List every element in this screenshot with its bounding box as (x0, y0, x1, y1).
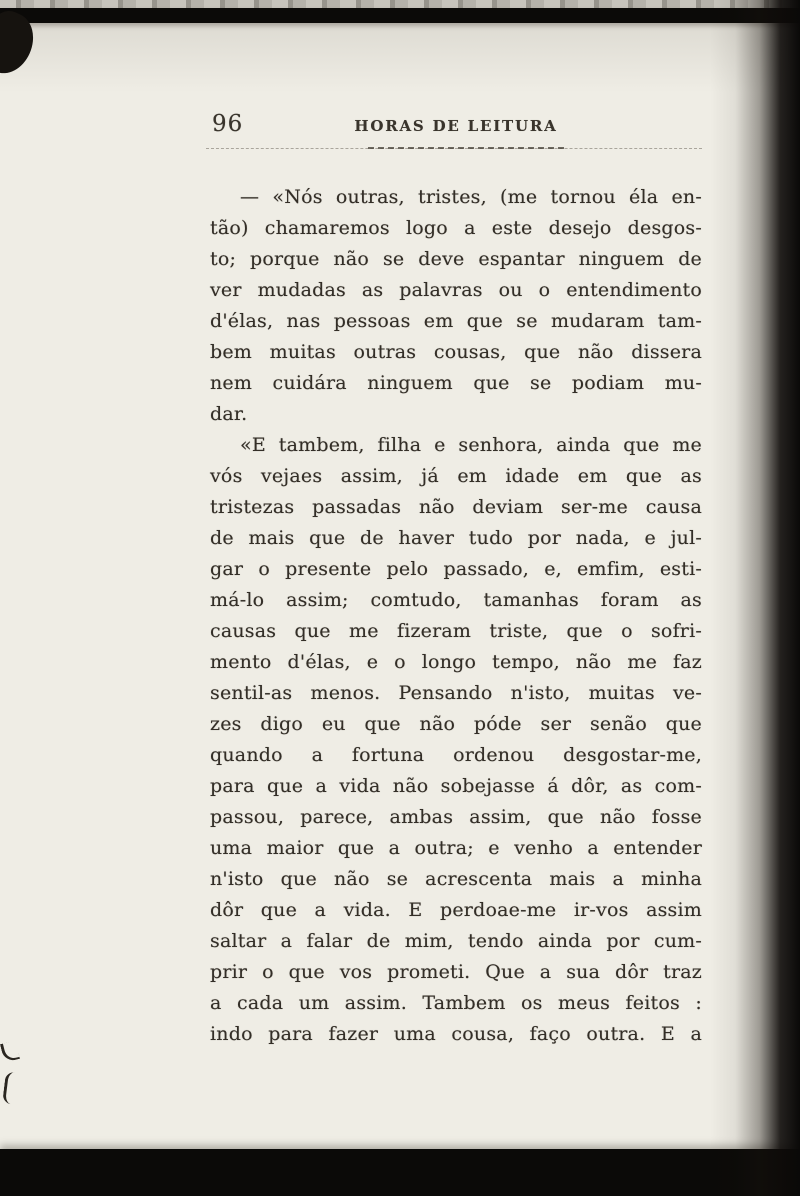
scan-border-top (0, 8, 800, 23)
text-line: nem cuidára ninguem que se podiam mu- (210, 372, 702, 394)
text-line: para que a vida não sobejasse á dôr, as com- (210, 775, 702, 797)
scan-border-bottom (0, 1149, 800, 1196)
text-line: quando a fortuna ordenou desgostar-me, (210, 744, 702, 766)
header-rule (206, 148, 702, 149)
text-line: zes digo eu que não póde ser senão que (210, 713, 702, 735)
text-line: saltar a falar de mim, tendo ainda por cum- (210, 930, 702, 952)
text-line: ver mudadas as palavras ou o entendimento (210, 279, 702, 301)
scan-gutter-shadow (710, 0, 800, 1196)
running-title: HORAS DE LEITURA (354, 117, 558, 135)
page-number: 96 (212, 111, 244, 137)
text-line: tristezas passadas não deviam ser-me causa (210, 496, 702, 518)
text-line: «E tambem, filha e senhora, ainda que me (240, 434, 702, 456)
ink-mark (2, 1071, 19, 1104)
text-line: dar. (210, 403, 248, 425)
text-line: mento d'élas, e o longo tempo, não me faz (210, 651, 702, 673)
ink-mark (0, 1040, 20, 1062)
text-line: passou, parece, ambas assim, que não fosse (210, 806, 702, 828)
text-line: sentil-as menos. Pensando n'isto, muitas ve- (210, 682, 702, 704)
page-body (210, 182, 702, 1050)
text-line: de mais que de haver tudo por nada, e jul- (210, 527, 702, 549)
text-line: bem muitas outras cousas, que não dissera (210, 341, 702, 363)
text-line: prir o que vos prometi. Que a sua dôr traz (210, 961, 702, 983)
header-rule-center (368, 147, 564, 149)
text-line: tão) chamaremos logo a este desejo desgos- (210, 217, 702, 239)
text-line: indo para fazer uma cousa, faço outra. E a (210, 1023, 702, 1045)
text-line: uma maior que a outra; e venho a entender (210, 837, 702, 859)
text-line: — «Nós outras, tristes, (me tornou éla en- (240, 186, 702, 208)
text-line: d'élas, nas pessoas em que se mudaram tam- (210, 310, 702, 332)
text-line: to; porque não se deve espantar ninguem de (210, 248, 702, 270)
text-line: a cada um assim. Tambem os meus feitos : (210, 992, 702, 1014)
text-line: vós vejaes assim, já em idade em que as (210, 465, 702, 487)
page-header (210, 111, 702, 141)
text-line: n'isto que não se acrescenta mais a minha (210, 868, 702, 890)
text-line: dôr que a vida. E perdoae-me ir-vos assim (210, 899, 702, 921)
scan-smudge (0, 23, 800, 93)
text-line: má-lo assim; comtudo, tamanhas foram as (210, 589, 702, 611)
paragraph (210, 430, 702, 1050)
text-line: causas que me fizeram triste, que o sofri- (210, 620, 702, 642)
text-line: gar o presente pelo passado, e, emfim, esti- (210, 558, 702, 580)
paragraph (210, 182, 702, 430)
